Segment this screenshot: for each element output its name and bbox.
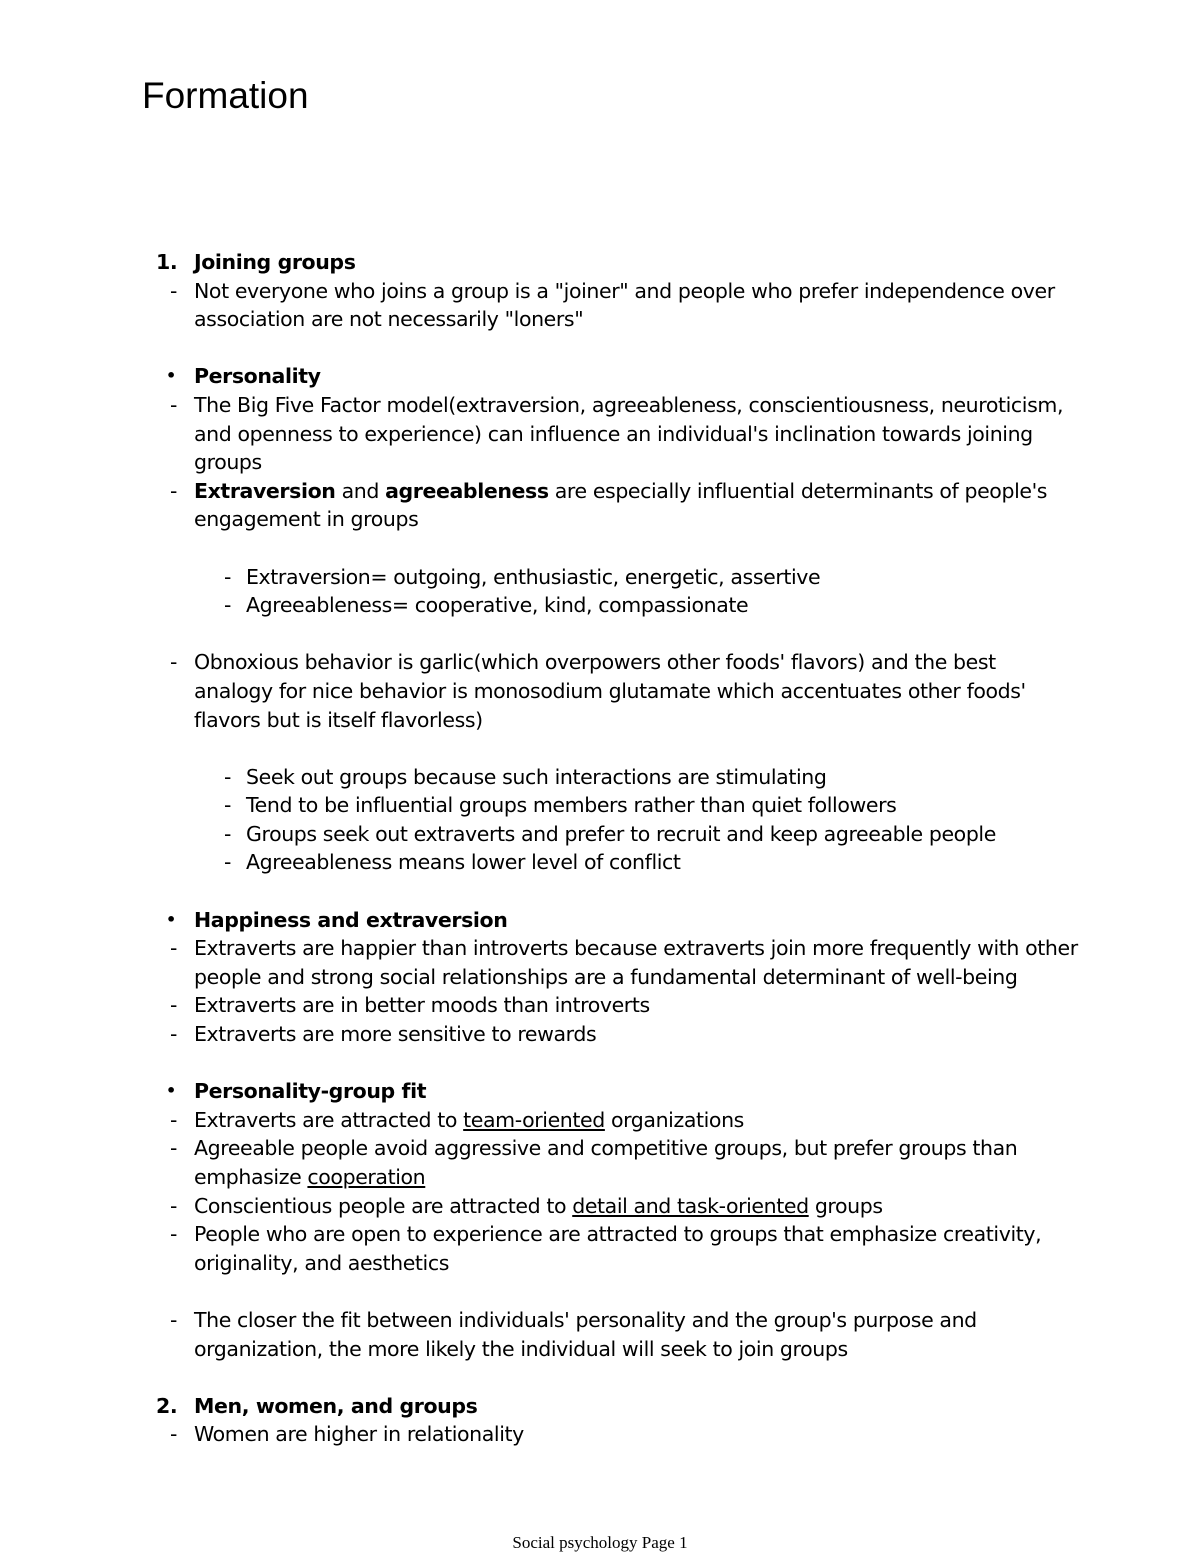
page-title: Formation	[142, 75, 309, 116]
dash-marker: -	[224, 764, 231, 789]
sub-list-item: - Agreeableness= cooperative, kind, compassionate	[0, 591, 1200, 620]
sub-list-item: - Seek out groups because such interactions are stimulating	[0, 763, 1200, 792]
bullet-marker: •	[166, 366, 176, 386]
subheading-personality: • Personality	[0, 362, 1200, 391]
dash-marker: -	[170, 278, 177, 303]
list-item: - Not everyone who joins a group is a "joiner" and people who prefer independence over association are not necessarily "loners"	[170, 278, 1055, 332]
dash-marker: -	[170, 392, 177, 417]
dash-marker: -	[170, 1136, 177, 1161]
dash-marker: -	[170, 1022, 177, 1047]
list-item: - Agreeable people avoid aggressive and competitive groups, but prefer groups than emphasize cooperation	[170, 1136, 1018, 1189]
dash-marker: -	[224, 793, 231, 818]
sub-list-item: - Tend to be influential groups members rather than quiet followers	[0, 791, 1200, 820]
sub-list-item: - Agreeableness means lower level of conflict	[0, 848, 1200, 877]
section-number: 1.	[156, 250, 178, 274]
dash-marker: -	[170, 478, 177, 503]
notes-body	[0, 248, 1200, 1449]
dash-marker: -	[224, 593, 231, 618]
list-item: - The closer the fit between individuals' personality and the group's purpose and organization, the more likely the individual will seek to join groups	[170, 1307, 977, 1361]
list-item: - The Big Five Factor model(extraversion, agreeableness, conscientiousness, neuroticism, and openness to experience) can influence an individual's inclination towards joining groups	[170, 392, 1064, 475]
sub-list-item: - Groups seek out extraverts and prefer to recruit and keep agreeable people	[0, 820, 1200, 849]
subheading-personality-group-fit: • Personality-group fit	[0, 1077, 1200, 1106]
list-item: - Extraverts are in better moods than introverts	[0, 991, 1200, 1020]
dash-marker: -	[170, 1193, 177, 1218]
list-item: - Extraverts are happier than introverts because extraverts join more frequently with other people and strong social relationships are a fundamental determinant of well-being	[170, 936, 1078, 989]
list-item: - Women are higher in relationality	[0, 1420, 1200, 1449]
sub-list-item: - Extraversion= outgoing, enthusiastic, energetic, assertive	[0, 563, 1200, 592]
dash-marker: -	[170, 936, 177, 961]
list-item: - Extraversion and agreeableness are especially influential determinants of people's engagement in groups	[170, 478, 1048, 532]
dash-marker: -	[170, 650, 177, 675]
page-footer: Social psychology Page 1	[512, 1533, 688, 1552]
bullet-marker: •	[166, 1081, 176, 1101]
list-item: - People who are open to experience are attracted to groups that emphasize creativity, originality, and aesthetics	[170, 1222, 1042, 1275]
dash-marker: -	[170, 1307, 177, 1332]
dash-marker: -	[170, 1422, 177, 1447]
dash-marker: -	[170, 993, 177, 1018]
list-item: - Conscientious people are attracted to detail and task-oriented groups	[0, 1192, 1200, 1221]
section-heading-joining: 1. Joining groups	[0, 248, 1200, 277]
dash-marker: -	[224, 821, 231, 846]
subheading-happiness: • Happiness and extraversion	[0, 906, 1200, 935]
dash-marker: -	[170, 1222, 177, 1247]
list-item: - Obnoxious behavior is garlic(which overpowers other foods' flavors) and the best analogy for nice behavior is monosodium glutamate which accentuates other foods' flavors but is itself flavorless)	[170, 650, 1026, 732]
bullet-marker: •	[166, 909, 176, 929]
section-heading-men-women: 2. Men, women, and groups	[0, 1392, 1200, 1421]
dash-marker: -	[224, 564, 231, 589]
list-item: - Extraverts are attracted to team-oriented organizations	[0, 1106, 1200, 1135]
list-item: - Extraverts are more sensitive to rewards	[0, 1020, 1200, 1049]
section-number: 2.	[156, 1393, 178, 1418]
dash-marker: -	[170, 1107, 177, 1132]
dash-marker: -	[224, 850, 231, 875]
